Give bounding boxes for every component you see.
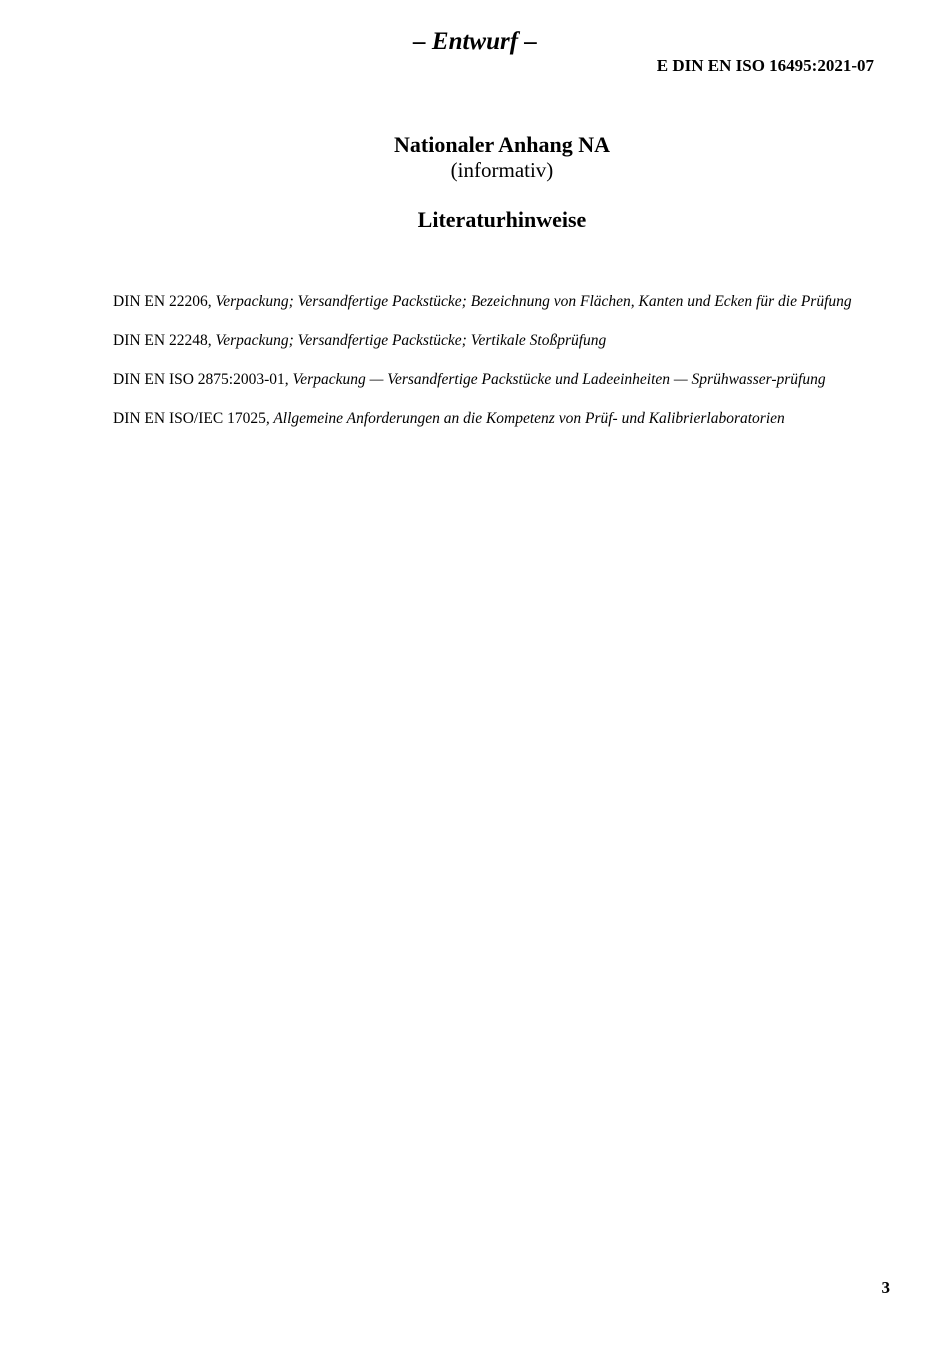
draft-mark: – Entwurf – (413, 28, 537, 55)
reference-designation: DIN EN ISO 2875:2003-01, (113, 371, 289, 388)
reference-designation: DIN EN 22248, (113, 332, 212, 349)
annex-subtitle: (informativ) (450, 158, 554, 182)
reference-title: Verpackung — Versandfertige Packstücke und Ladeeinheiten — Sprühwasser-prüfung (292, 371, 826, 388)
reference-designation: DIN EN 22206, (113, 293, 212, 310)
reference-item (113, 409, 875, 429)
annex-title: Nationaler Anhang NA (394, 132, 610, 157)
reference-title: Verpackung; Versandfertige Packstücke; Vertikale Stoßprüfung (215, 332, 607, 349)
reference-item (113, 331, 875, 351)
reference-title: Verpackung; Versandfertige Packstücke; Bezeichnung von Flächen, Kanten und Ecken für die Prüfung (215, 293, 852, 310)
reference-item (113, 292, 875, 312)
page-number: 3 (881, 1278, 890, 1297)
reference-list (113, 292, 875, 448)
reference-item (113, 370, 875, 390)
reference-designation: DIN EN ISO/IEC 17025 (113, 410, 266, 427)
section-title: Literaturhinweise (417, 207, 587, 232)
document-id: E DIN EN ISO 16495:2021-07 (656, 56, 874, 75)
reference-title: , Allgemeine Anforderungen an die Kompetenz von Prüf- und Kalibrierlaboratorien (265, 410, 785, 427)
